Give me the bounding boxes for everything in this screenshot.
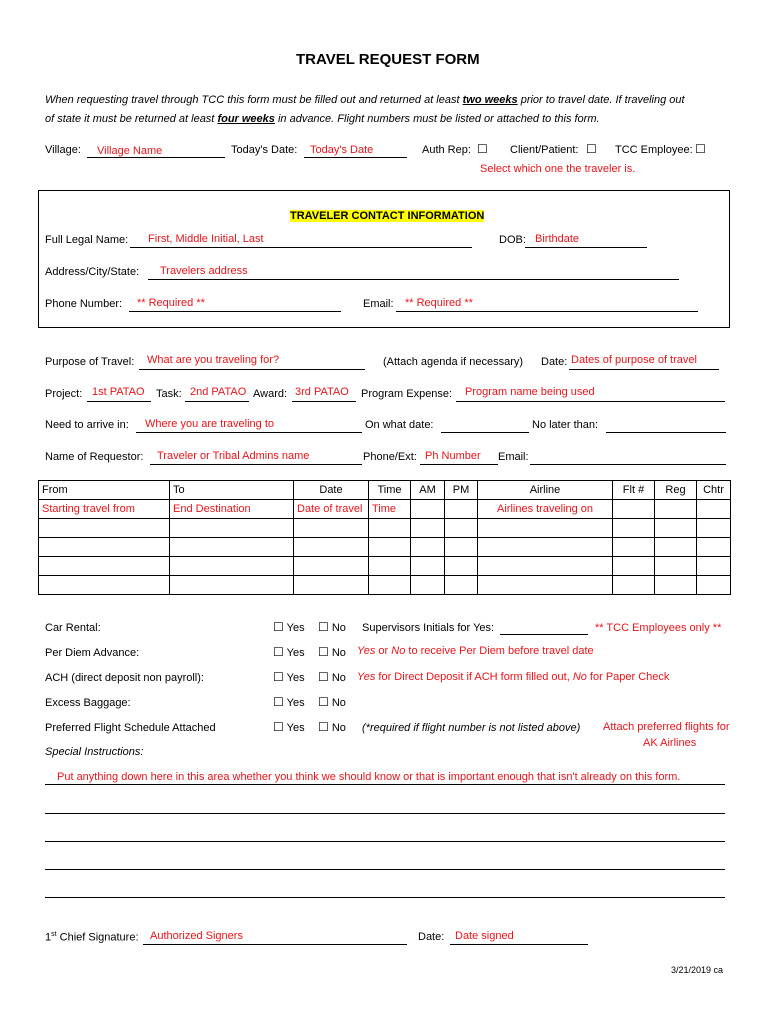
per-diem-yes[interactable] bbox=[273, 645, 305, 659]
table-cell[interactable] bbox=[613, 576, 655, 595]
no-later-line[interactable] bbox=[606, 432, 726, 433]
table-cell[interactable] bbox=[170, 557, 294, 576]
task-line bbox=[185, 401, 249, 402]
instruction-line[interactable] bbox=[45, 813, 725, 814]
req-email-line[interactable] bbox=[530, 464, 726, 465]
checkbox-icon: ☐ bbox=[273, 720, 284, 734]
checkbox-icon: ☐ bbox=[273, 670, 284, 684]
req-phone-field[interactable]: Ph Number bbox=[425, 450, 481, 462]
table-cell[interactable] bbox=[170, 576, 294, 595]
purpose-date-field[interactable]: Dates of purpose of travel bbox=[571, 354, 697, 366]
table-row bbox=[39, 576, 731, 595]
table-cell[interactable] bbox=[411, 557, 445, 576]
project-label: Project: bbox=[45, 388, 83, 400]
attach-flights-note-2: AK Airlines bbox=[643, 737, 697, 749]
no-label: No bbox=[331, 622, 346, 634]
baggage-label: Excess Baggage: bbox=[45, 697, 131, 709]
yes-label: Yes bbox=[286, 697, 305, 709]
dob-label: DOB: bbox=[499, 234, 526, 246]
per-diem-label: Per Diem Advance: bbox=[45, 647, 140, 659]
todays-date-field[interactable]: Today's Date bbox=[310, 144, 374, 156]
intro-line-1 bbox=[45, 94, 685, 106]
table-cell[interactable] bbox=[39, 519, 170, 538]
phone-line bbox=[129, 311, 341, 312]
ach-label: ACH (direct deposit non payroll): bbox=[45, 672, 204, 684]
address-label: Address/City/State: bbox=[45, 266, 140, 278]
col-date: Date bbox=[294, 481, 369, 500]
table-cell[interactable] bbox=[697, 538, 731, 557]
ach-note bbox=[357, 671, 669, 683]
purpose-date-line bbox=[569, 369, 719, 370]
per-diem-no[interactable] bbox=[318, 645, 346, 659]
full-name-line bbox=[130, 247, 472, 248]
table-cell[interactable] bbox=[445, 519, 478, 538]
todays-date-line bbox=[304, 157, 407, 158]
table-row bbox=[39, 519, 731, 538]
car-rental-yes[interactable] bbox=[273, 620, 305, 634]
table-cell[interactable] bbox=[613, 538, 655, 557]
table-cell[interactable] bbox=[411, 519, 445, 538]
yes-label: Yes bbox=[286, 622, 305, 634]
requestor-label: Name of Requestor: bbox=[45, 451, 144, 463]
col-flight: Flt # bbox=[613, 481, 655, 500]
reg-cell[interactable] bbox=[655, 500, 697, 519]
intro-text: in advance. Flight numbers must be listed or attached to this form. bbox=[274, 113, 600, 125]
award-field[interactable]: 3rd PATAO bbox=[295, 386, 349, 398]
purpose-date-label: Date: bbox=[541, 356, 568, 368]
village-field[interactable]: Village Name bbox=[97, 145, 163, 157]
table-cell[interactable] bbox=[613, 519, 655, 538]
yes-label: Yes bbox=[286, 722, 305, 734]
employee-label: TCC Employee: bbox=[615, 144, 693, 156]
client-label: Client/Patient: bbox=[510, 144, 579, 156]
table-cell[interactable] bbox=[655, 519, 697, 538]
arrive-field[interactable]: Where you are traveling to bbox=[145, 418, 275, 430]
instruction-line[interactable] bbox=[45, 869, 725, 870]
instruction-line[interactable] bbox=[45, 841, 725, 842]
contact-heading: TRAVELER CONTACT INFORMATION bbox=[290, 210, 485, 222]
sig-label-sup: st bbox=[51, 931, 57, 938]
col-time: Time bbox=[369, 481, 411, 500]
sig-label-text: Chief Signature: bbox=[56, 931, 139, 944]
supervisor-line[interactable] bbox=[500, 634, 588, 635]
req-phone-line bbox=[420, 464, 498, 465]
baggage-yes[interactable] bbox=[273, 695, 305, 709]
auth-rep-checkbox[interactable]: ☐ bbox=[477, 142, 488, 156]
table-cell[interactable] bbox=[369, 557, 411, 576]
expense-line bbox=[456, 401, 725, 402]
village-line bbox=[87, 157, 225, 158]
purpose-field[interactable]: What are you traveling for? bbox=[147, 354, 280, 366]
table-cell[interactable] bbox=[697, 519, 731, 538]
from-cell[interactable]: Starting travel from bbox=[39, 500, 170, 519]
col-airline: Airline bbox=[478, 481, 613, 500]
checkbox-icon: ☐ bbox=[318, 645, 329, 659]
sig-date-line bbox=[450, 944, 588, 945]
note-text: for Direct Deposit if ACH form filled out, bbox=[375, 671, 573, 683]
table-cell[interactable] bbox=[445, 538, 478, 557]
attach-flights-note-1: Attach preferred flights for bbox=[603, 721, 730, 733]
note-yes: Yes bbox=[357, 671, 376, 683]
table-row bbox=[39, 500, 731, 519]
table-cell[interactable] bbox=[411, 576, 445, 595]
instruction-line[interactable] bbox=[45, 784, 725, 785]
yes-label: Yes bbox=[286, 672, 305, 684]
email-field[interactable]: ** Required ** bbox=[405, 297, 473, 309]
requestor-field[interactable]: Traveler or Tribal Admins name bbox=[157, 450, 310, 462]
col-pm: PM bbox=[445, 481, 478, 500]
table-cell[interactable] bbox=[411, 538, 445, 557]
checkbox-icon: ☐ bbox=[273, 695, 284, 709]
ach-yes[interactable] bbox=[273, 670, 305, 684]
purpose-label: Purpose of Travel: bbox=[45, 356, 135, 368]
select-note: Select which one the traveler is. bbox=[480, 163, 636, 175]
award-label: Award: bbox=[253, 388, 288, 400]
village-label: Village: bbox=[45, 144, 81, 156]
note-yes: Yes bbox=[357, 645, 376, 657]
what-date-label: On what date: bbox=[365, 419, 434, 431]
req-email-label: Email: bbox=[498, 451, 529, 463]
intro-line-2 bbox=[45, 113, 600, 125]
col-to: To bbox=[170, 481, 294, 500]
table-cell[interactable] bbox=[445, 576, 478, 595]
intro-text: When requesting travel through TCC this form must be filled out and returned at least bbox=[45, 94, 463, 106]
table-cell[interactable] bbox=[613, 557, 655, 576]
sig-label-num: 1 bbox=[45, 931, 52, 944]
intro-text: prior to travel date. If traveling out bbox=[517, 94, 685, 106]
task-label: Task: bbox=[156, 388, 182, 400]
table-cell[interactable] bbox=[369, 576, 411, 595]
attach-agenda-note: (Attach agenda if necessary) bbox=[383, 356, 524, 368]
table-cell[interactable] bbox=[170, 538, 294, 557]
supervisor-label: Supervisors Initials for Yes: bbox=[362, 622, 495, 634]
table-cell[interactable] bbox=[39, 538, 170, 557]
note-no: No bbox=[572, 671, 587, 683]
note-text: or bbox=[375, 645, 392, 657]
table-cell[interactable] bbox=[294, 576, 369, 595]
table-cell[interactable] bbox=[369, 519, 411, 538]
flight-schedule-no[interactable] bbox=[318, 720, 346, 734]
flight-required-note: (*required if flight number is not listed above) bbox=[362, 722, 581, 734]
footer-version: 3/21/2019 ca bbox=[671, 965, 724, 975]
award-line bbox=[292, 401, 356, 402]
itinerary-header-row bbox=[39, 481, 731, 500]
am-cell[interactable] bbox=[411, 500, 445, 519]
two-weeks-emphasis: two weeks bbox=[462, 94, 518, 106]
what-date-line[interactable] bbox=[441, 432, 529, 433]
checkbox-icon: ☐ bbox=[318, 670, 329, 684]
table-cell[interactable] bbox=[445, 557, 478, 576]
phone-label: Phone Number: bbox=[45, 298, 123, 310]
checkbox-icon: ☐ bbox=[273, 645, 284, 659]
sig-date-field[interactable]: Date signed bbox=[455, 930, 514, 942]
special-instructions-label: Special Instructions: bbox=[45, 746, 144, 758]
arrive-label: Need to arrive in: bbox=[45, 419, 129, 431]
table-cell[interactable] bbox=[39, 576, 170, 595]
dob-field[interactable]: Birthdate bbox=[535, 233, 580, 245]
table-cell[interactable] bbox=[655, 538, 697, 557]
baggage-no[interactable] bbox=[318, 695, 346, 709]
signature-line bbox=[143, 944, 407, 945]
yes-label: Yes bbox=[286, 647, 305, 659]
expense-field[interactable]: Program name being used bbox=[465, 386, 595, 398]
tcc-only-note: ** TCC Employees only ** bbox=[595, 622, 722, 634]
full-name-label: Full Legal Name: bbox=[45, 234, 129, 246]
signature-label bbox=[45, 931, 139, 944]
no-label: No bbox=[331, 672, 346, 684]
table-cell[interactable] bbox=[478, 557, 613, 576]
car-rental-label: Car Rental: bbox=[45, 622, 101, 634]
ach-no[interactable] bbox=[318, 670, 346, 684]
arrive-line bbox=[136, 432, 362, 433]
table-cell[interactable] bbox=[478, 538, 613, 557]
sig-date-label: Date: bbox=[418, 931, 445, 943]
email-label: Email: bbox=[363, 298, 394, 310]
col-reg: Reg bbox=[655, 481, 697, 500]
checkbox-icon: ☐ bbox=[318, 720, 329, 734]
signature-field[interactable]: Authorized Signers bbox=[150, 930, 243, 942]
chtr-cell[interactable] bbox=[697, 500, 731, 519]
table-cell[interactable] bbox=[697, 576, 731, 595]
no-label: No bbox=[331, 647, 346, 659]
note-text: for Paper Check bbox=[586, 671, 670, 683]
no-label: No bbox=[331, 697, 346, 709]
col-from: From bbox=[39, 481, 170, 500]
project-line bbox=[87, 401, 151, 402]
full-name-field[interactable]: First, Middle Initial, Last bbox=[148, 233, 264, 245]
flight-schedule-label: Preferred Flight Schedule Attached bbox=[45, 722, 216, 734]
auth-rep-label: Auth Rep: bbox=[422, 144, 471, 156]
itinerary-table bbox=[38, 480, 731, 595]
req-phone-label: Phone/Ext: bbox=[363, 451, 417, 463]
table-row bbox=[39, 557, 731, 576]
table-cell[interactable] bbox=[478, 576, 613, 595]
instruction-line[interactable] bbox=[45, 897, 725, 898]
checkbox-icon: ☐ bbox=[318, 695, 329, 709]
table-cell[interactable] bbox=[170, 519, 294, 538]
table-cell[interactable] bbox=[294, 519, 369, 538]
expense-label: Program Expense: bbox=[361, 388, 453, 400]
pm-cell[interactable] bbox=[445, 500, 478, 519]
table-cell[interactable] bbox=[697, 557, 731, 576]
checkbox-icon: ☐ bbox=[318, 620, 329, 634]
time-cell[interactable]: Time bbox=[369, 500, 411, 519]
special-instructions-field[interactable]: Put anything down here in this area whether you think we should know or that is important enough that isn't already on this form. bbox=[57, 771, 681, 783]
client-checkbox[interactable]: ☐ bbox=[586, 142, 597, 156]
project-field[interactable]: 1st PATAO bbox=[92, 386, 145, 398]
date-cell[interactable]: Date of travel bbox=[294, 500, 369, 519]
task-field[interactable]: 2nd PATAO bbox=[190, 386, 247, 398]
airline-cell[interactable]: Airlines traveling on bbox=[478, 500, 613, 519]
table-cell[interactable] bbox=[478, 519, 613, 538]
no-later-label: No later than: bbox=[532, 419, 599, 431]
phone-field[interactable]: ** Required ** bbox=[137, 297, 205, 309]
dob-line bbox=[525, 247, 647, 248]
no-label: No bbox=[331, 722, 346, 734]
todays-date-label: Today's Date: bbox=[231, 144, 298, 156]
table-cell[interactable] bbox=[655, 557, 697, 576]
four-weeks-emphasis: four weeks bbox=[217, 113, 275, 125]
requestor-line bbox=[150, 464, 362, 465]
col-am: AM bbox=[411, 481, 445, 500]
email-line bbox=[396, 311, 698, 312]
table-cell[interactable] bbox=[655, 576, 697, 595]
note-text: to receive Per Diem before travel date bbox=[405, 645, 594, 657]
flight-cell[interactable] bbox=[613, 500, 655, 519]
table-cell[interactable] bbox=[294, 557, 369, 576]
table-row bbox=[39, 538, 731, 557]
intro-text: of state it must be returned at least bbox=[45, 113, 218, 125]
employee-checkbox[interactable]: ☐ bbox=[695, 142, 706, 156]
page-title: TRAVEL REQUEST FORM bbox=[296, 51, 480, 68]
to-cell[interactable]: End Destination bbox=[170, 500, 294, 519]
purpose-line bbox=[139, 369, 365, 370]
address-line bbox=[148, 279, 679, 280]
note-no: No bbox=[391, 645, 406, 657]
flight-schedule-yes[interactable] bbox=[273, 720, 305, 734]
col-chtr: Chtr bbox=[697, 481, 731, 500]
address-field[interactable]: Travelers address bbox=[160, 265, 248, 277]
table-cell[interactable] bbox=[369, 538, 411, 557]
per-diem-note bbox=[357, 645, 594, 657]
checkbox-icon: ☐ bbox=[273, 620, 284, 634]
table-cell[interactable] bbox=[39, 557, 170, 576]
car-rental-no[interactable] bbox=[318, 620, 346, 634]
table-cell[interactable] bbox=[294, 538, 369, 557]
